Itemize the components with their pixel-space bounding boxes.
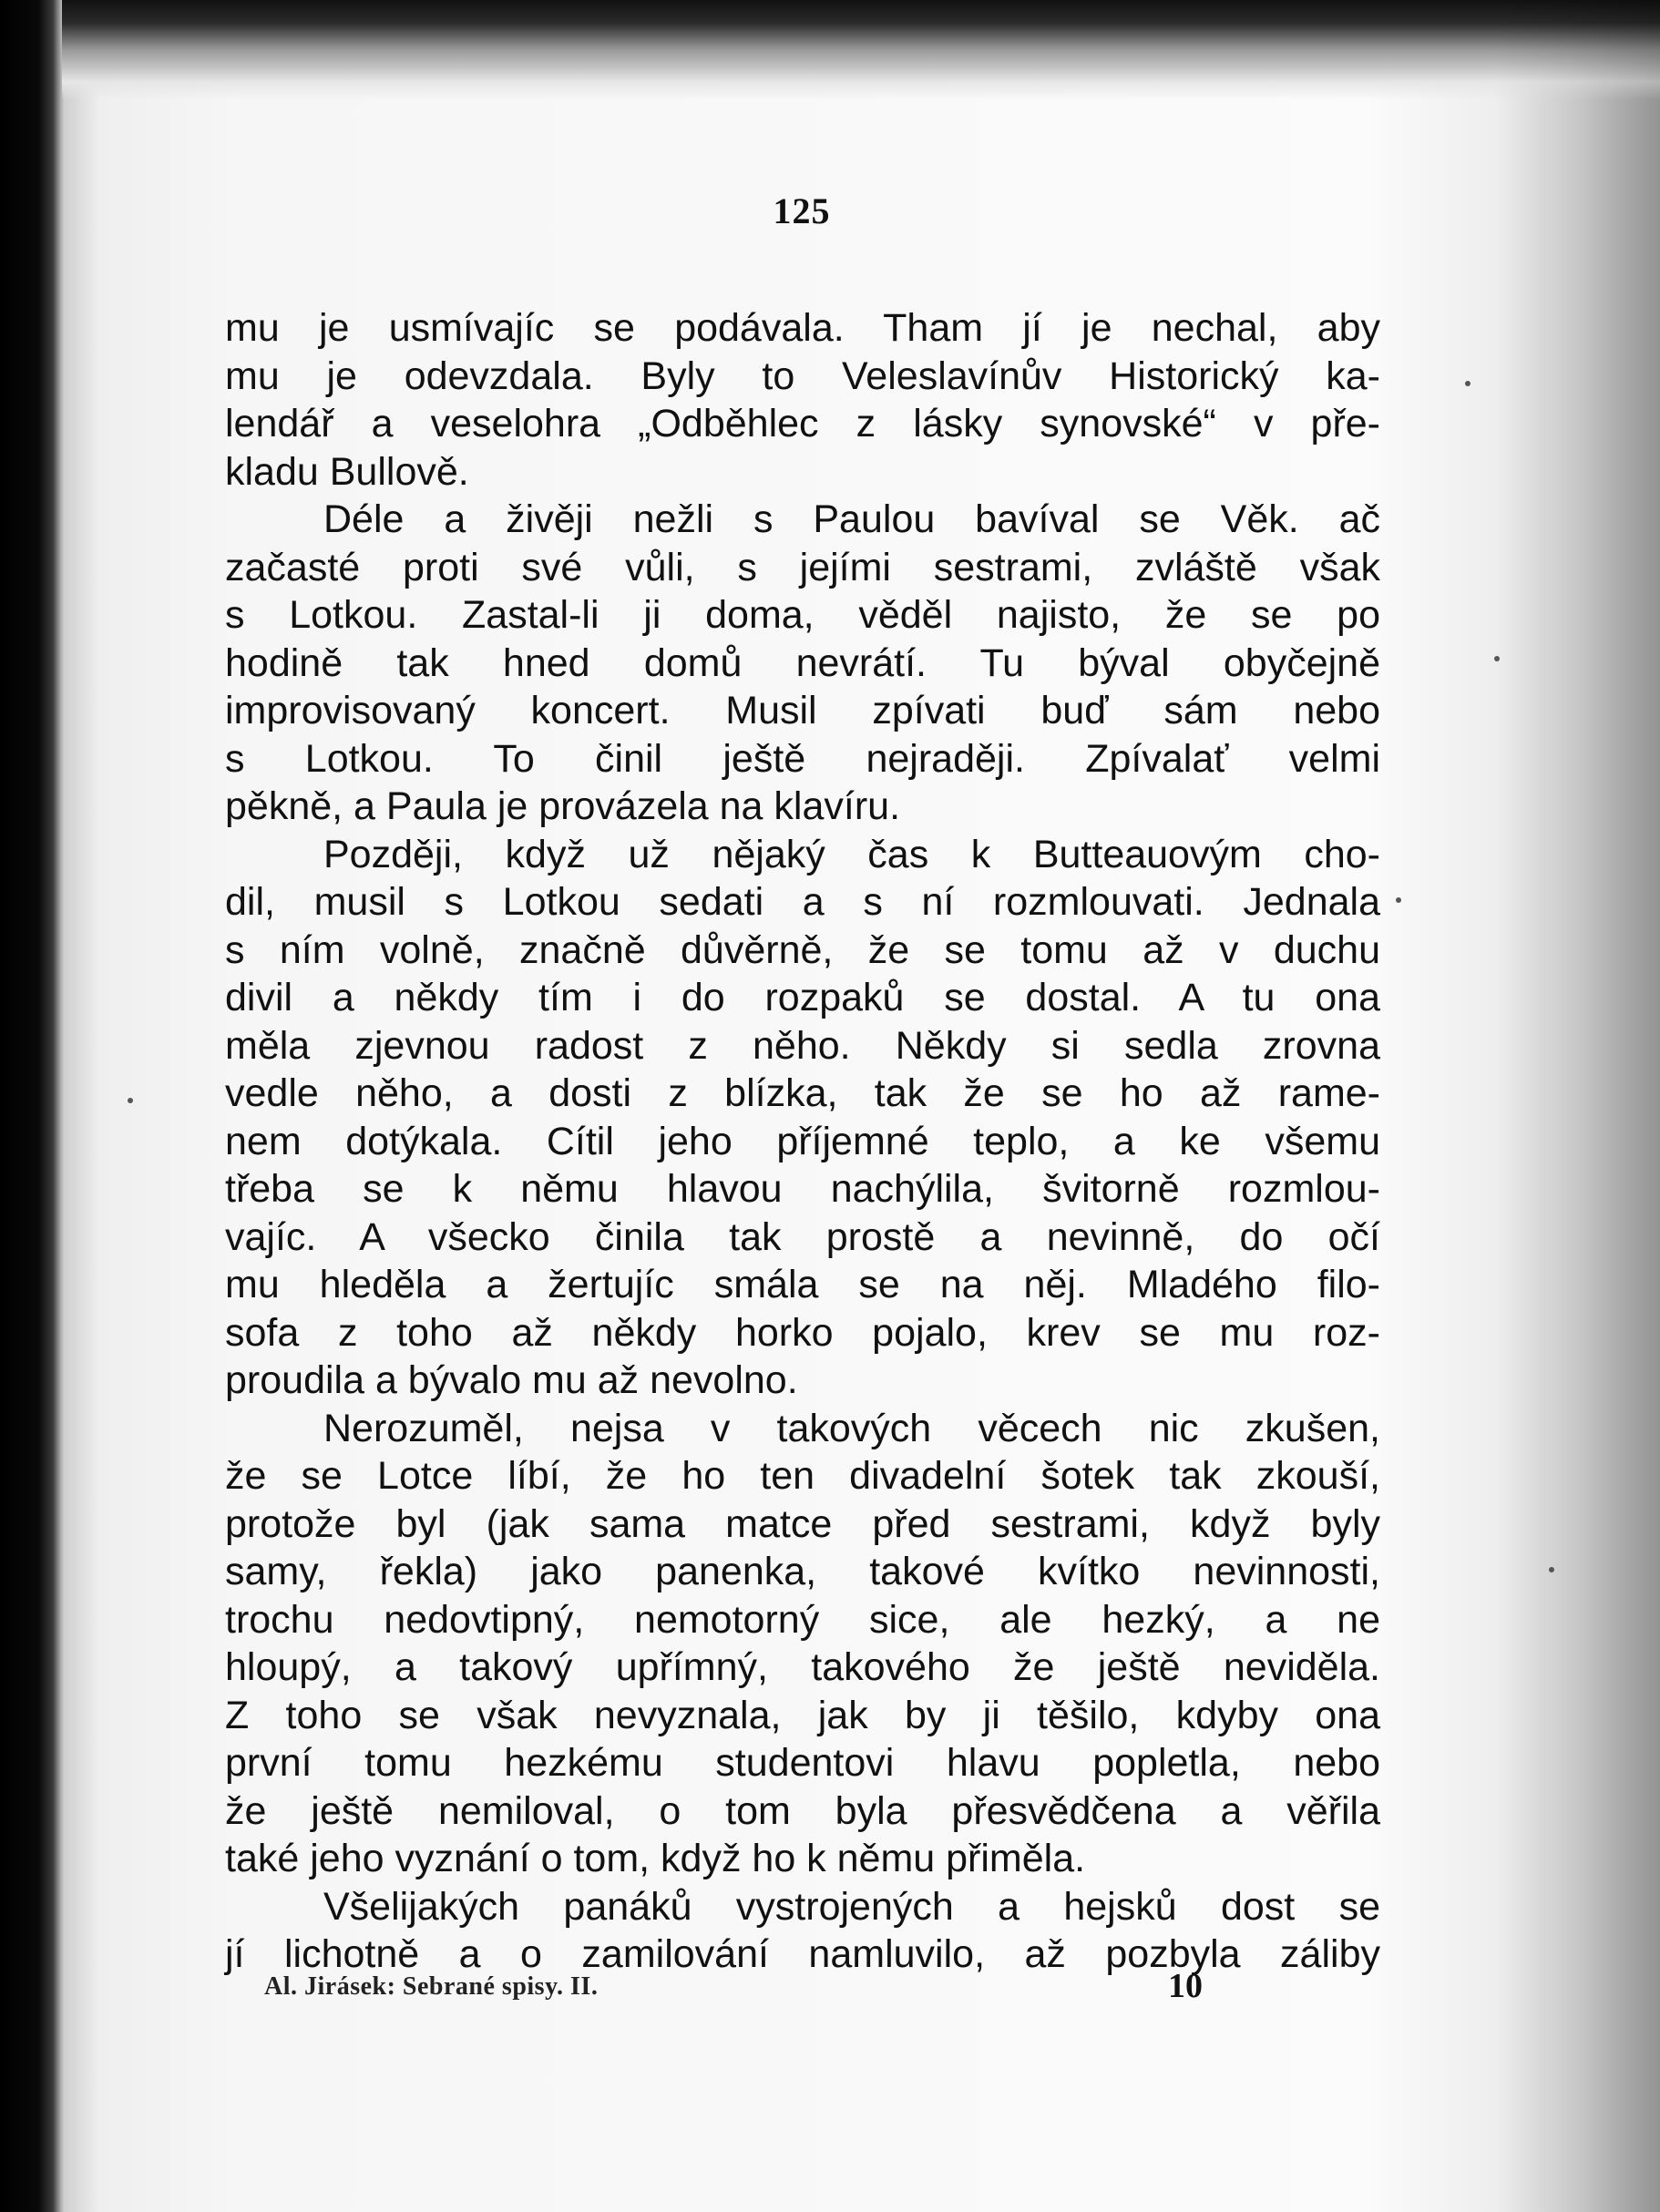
scan-left-binding-edge [0,0,62,2212]
text-line: lendář a veselohra „Odběhlec z lásky synovské“ v pře- [225,402,1380,445]
text-line: trochu nedovtipný, nemotorný sice, ale hezký, a ne [225,1597,1380,1642]
text-line: nem dotýkala. Cítil jeho příjemné teplo, a ke všemu [225,1119,1380,1163]
text-line: s Lotkou. Zastal-li ji doma, věděl najisto, že se po [225,593,1380,637]
text-line: improvisovaný koncert. Musil zpívati buď sám nebo [225,689,1380,732]
text-line: měla zjevnou radost z něho. Někdy si sedla zrovna [225,1023,1380,1068]
text-line: Déle a živěji nežli s Paulou bavíval se Věk. ač [323,497,1380,541]
text-line: první tomu hezkému studentovi hlavu popletla, nebo [225,1741,1380,1785]
scan-top-shadow [0,0,1660,100]
text-line: s Lotkou. To činil ještě nejraději. Zpívalať velmi [225,736,1380,781]
text-line: pěkně, a Paula je provázela na klavíru. [225,784,901,828]
text-line: mu je odevzdala. Byly to Veleslavínův Historický ka- [225,353,1380,398]
text-line: také jeho vyznání o tom, když ho k němu přiměla. [225,1837,1086,1880]
text-line: Později, když už nějaký čas k Butteauovým cho- [323,832,1380,876]
text-line: protože byl (jak sama matce před sestrami, když byly [225,1501,1380,1546]
text-line: Z toho se však nevyznala, jak by ji těšilo, kdyby ona [225,1693,1380,1737]
text-line: vajíc. A všecko činila tak prostě a nevinně, do očí [225,1214,1380,1259]
text-line: dil, musil s Lotkou sedati a s ní rozmlouvati. Jednala [225,880,1380,924]
scan-right-shadow [1496,0,1660,2212]
text-line: třeba se k němu hlavou nachýlila, švitorně rozmlou- [225,1167,1380,1211]
text-line: proudila a bývalo mu až nevolno. [225,1358,798,1402]
text-line: sofa z toho až někdy horko pojalo, krev se mu roz- [225,1310,1380,1355]
footer-signature: Al. Jirásek: Sebrané spisy. II. [264,1972,599,2001]
page-number: 125 [773,190,831,231]
text-line: mu je usmívajíc se podávala. Tham jí je nechal, aby [225,306,1380,350]
text-line: Všelijakých panáků vystrojených a hejsků dost se [323,1884,1380,1929]
text-line: kladu Bullově. [225,449,469,494]
text-line: začasté proti své vůli, s jejími sestrami, zvláště však [225,545,1380,589]
text-line: samy, řekla) jako panenka, takové kvítko nevinnosti, [225,1550,1380,1593]
scan-speck [1549,1567,1554,1572]
scan-speck [128,1098,133,1103]
text-line: mu hleděla a žertujíc smála se na něj. Mladého filo- [225,1263,1380,1306]
text-line: Nerozuměl, nejsa v takových věcech nic zkušen, [323,1406,1380,1450]
footer-sheet-number: 10 [1168,1967,1203,2005]
scan-speck [1494,656,1500,661]
text-line: že ještě nemiloval, o tom byla přesvědčena a věřila [225,1788,1380,1833]
text-line: že se Lotce líbí, že ho ten divadelní šotek tak zkouší, [225,1454,1380,1498]
scan-speck [1465,381,1470,386]
body-text [225,304,1380,1979]
text-line: divil a někdy tím i do rozpaků se dostal. A tu ona [225,976,1380,1019]
text-line: jí lichotně a o zamilování namluvilo, až pozbyla záliby [225,1932,1380,1976]
scan-speck [1396,897,1401,903]
text-line: hodině tak hned domů nevrátí. Tu býval obyčejně [225,640,1380,685]
text-line: vedle něho, a dosti z blízka, tak že se ho až rame- [225,1071,1380,1115]
text-line: s ním volně, značně důvěrně, že se tomu až v duchu [225,927,1380,972]
text-line: hloupý, a takový upřímný, takového že ještě neviděla. [225,1645,1380,1689]
